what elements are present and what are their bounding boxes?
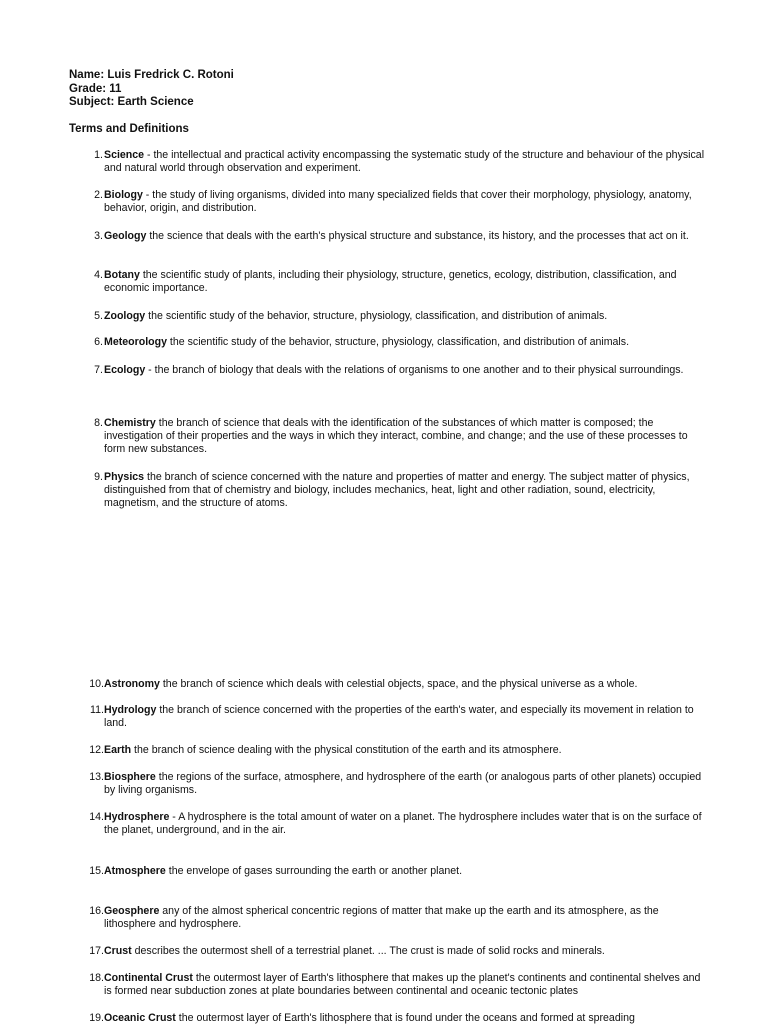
term-item bbox=[69, 1012, 709, 1025]
term-number: 5. bbox=[94, 310, 103, 322]
term-number: 1. bbox=[94, 149, 103, 161]
term-number: 11. bbox=[90, 704, 104, 716]
term-item bbox=[69, 189, 709, 215]
term-definition: the envelope of gases surrounding the earth or another planet. bbox=[165, 865, 463, 877]
term-item bbox=[69, 865, 709, 878]
term-definition: the branch of science concerned with the properties of the earth's water, and especially its movement in relation to land. bbox=[104, 704, 694, 730]
term-word: Hydrosphere bbox=[104, 811, 170, 823]
term-definition: the scientific study of the behavior, structure, physiology, classification, and distribution of animals. bbox=[145, 310, 608, 322]
term-word: Atmosphere bbox=[104, 865, 166, 877]
term-word: Science bbox=[104, 149, 145, 161]
term-word: Geosphere bbox=[104, 905, 160, 917]
term-item bbox=[69, 471, 709, 511]
student-name: Name: Luis Fredrick C. Rotoni bbox=[69, 69, 234, 81]
term-number: 10. bbox=[89, 678, 104, 690]
term-definition: the scientific study of the behavior, structure, physiology, classification, and distribution of animals. bbox=[166, 336, 630, 348]
term-item bbox=[69, 336, 709, 349]
term-number: 12. bbox=[89, 744, 104, 756]
student-grade: Grade: 11 bbox=[69, 82, 122, 95]
term-word: Continental Crust bbox=[104, 972, 193, 984]
term-item bbox=[69, 364, 709, 377]
term-word: Biology bbox=[104, 189, 143, 201]
term-definition: the branch of science concerned with the nature and properties of matter and energy. The subject matter of physics, distinguished from that of chemistry and biology, includes mechanics, heat, light and other radiation, sound, electricity, magnetism, and the structure of atoms. bbox=[104, 471, 690, 510]
term-word: Geology bbox=[104, 230, 147, 242]
term-word: Physics bbox=[104, 471, 145, 483]
term-number: 14. bbox=[89, 811, 104, 823]
term-number: 4. bbox=[94, 269, 103, 281]
term-number: 6. bbox=[94, 336, 103, 348]
term-definition: the science that deals with the earth's physical structure and substance, its history, and the processes that act on it. bbox=[146, 230, 689, 242]
term-definition: the branch of science that deals with the identification of the substances of which matter is composed; the investigation of their properties and the ways in which they interact, combine, and change; and the use of these processes to form new substances. bbox=[104, 417, 688, 456]
term-item bbox=[69, 417, 709, 457]
term-item bbox=[69, 704, 709, 730]
term-definition: the branch of science dealing with the physical constitution of the earth and its atmosphere. bbox=[131, 744, 562, 756]
term-number: 3. bbox=[94, 230, 103, 242]
term-definition: describes the outermost shell of a terrestrial planet. ... The crust is made of solid rocks and minerals. bbox=[131, 945, 605, 957]
term-number: 16. bbox=[89, 905, 104, 917]
term-number: 9. bbox=[94, 471, 103, 483]
term-word: Astronomy bbox=[104, 678, 160, 690]
term-item bbox=[69, 310, 709, 323]
term-word: Earth bbox=[104, 744, 132, 756]
document-header bbox=[69, 69, 234, 110]
term-word: Oceanic Crust bbox=[104, 1012, 176, 1024]
term-word: Chemistry bbox=[104, 417, 156, 429]
term-item bbox=[69, 905, 709, 931]
term-definition: the outermost layer of Earth's lithosphere that is found under the oceans and formed at spreading bbox=[175, 1012, 635, 1024]
term-item bbox=[69, 149, 709, 175]
section-title: Terms and Definitions bbox=[69, 123, 189, 135]
term-word: Crust bbox=[104, 945, 132, 957]
term-item bbox=[69, 678, 709, 691]
term-definition: - the intellectual and practical activity encompassing the systematic study of the structure and behaviour of the physical and natural world through observation and experiment. bbox=[104, 149, 705, 175]
term-item bbox=[69, 945, 709, 958]
term-definition: - the study of living organisms, divided into many specialized fields that cover their morphology, physiology, anatomy, behavior, origin, and distribution. bbox=[104, 189, 692, 215]
term-word: Biosphere bbox=[104, 771, 156, 783]
term-item bbox=[69, 771, 709, 797]
term-number: 18. bbox=[89, 972, 104, 984]
term-number: 19. bbox=[89, 1012, 104, 1024]
term-number: 8. bbox=[94, 417, 103, 429]
term-number: 13. bbox=[89, 771, 104, 783]
term-definition: - A hydrosphere is the total amount of water on a planet. The hydrosphere includes water that is on the surface of the planet, underground, and in the air. bbox=[104, 811, 702, 837]
term-item bbox=[69, 811, 709, 837]
term-number: 15. bbox=[89, 865, 104, 877]
term-number: 7. bbox=[94, 364, 103, 376]
term-word: Meteorology bbox=[104, 336, 167, 348]
term-word: Botany bbox=[104, 269, 140, 281]
term-word: Hydrology bbox=[104, 704, 157, 716]
term-word: Ecology bbox=[104, 364, 146, 376]
term-word: Zoology bbox=[104, 310, 146, 322]
term-definition: the outermost layer of Earth's lithosphere that makes up the planet's continents and continental shelves and is formed near subduction zones at plate boundaries between continental and oceanic tectonic plates bbox=[104, 972, 701, 998]
term-number: 2. bbox=[94, 189, 103, 201]
term-definition: the branch of science which deals with celestial objects, space, and the physical universe as a whole. bbox=[159, 678, 638, 690]
term-item bbox=[69, 269, 709, 295]
student-subject: Subject: Earth Science bbox=[69, 96, 194, 108]
term-definition: any of the almost spherical concentric regions of matter that make up the earth and its atmosphere, as the lithosphere and hydrosphere. bbox=[104, 905, 659, 931]
term-item bbox=[69, 972, 709, 998]
term-definition: the scientific study of plants, including their physiology, structure, genetics, ecology, distribution, classification, and economic importance. bbox=[104, 269, 677, 295]
term-definition: the regions of the surface, atmosphere, and hydrosphere of the earth (or analogous parts of other planets) occupied by living organisms. bbox=[104, 771, 702, 797]
term-item bbox=[69, 744, 709, 757]
term-number: 17. bbox=[89, 945, 104, 957]
term-item bbox=[69, 230, 709, 243]
term-definition: - the branch of biology that deals with the relations of organisms to one another and to their physical surroundings. bbox=[145, 364, 684, 376]
